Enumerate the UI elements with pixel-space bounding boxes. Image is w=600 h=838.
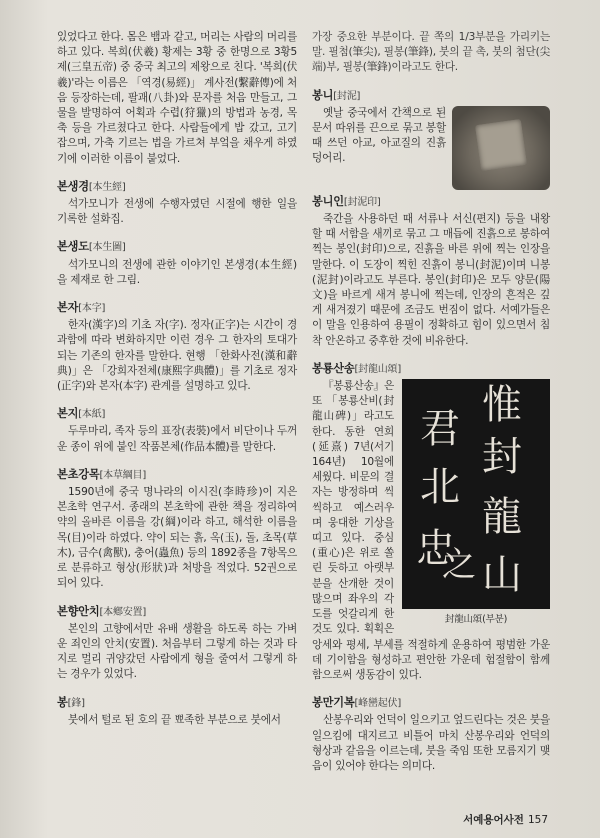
headword-hanja: [本生圖]: [88, 242, 126, 254]
headword: 봉니인: [312, 194, 344, 208]
entry-headword-line: [57, 179, 297, 195]
headword: 본자: [57, 301, 79, 315]
headword-hanja: [鋒]: [67, 697, 85, 709]
entry-definition: 한자(漢字)의 기초 자(字). 정자(正字)는 시간이 경과함에 따라 변화하지만 이런 경우 그 한자의 토대가 되는 기존의 한자를 말한다. 현행 「한화사전(漢和辭典)」은 「강희자전체(康熙字典體)」를 기초로 정자(正字)와 본자(本字) 관계를 설명하고 있다.: [57, 319, 297, 393]
headword: 봉만기복: [312, 696, 355, 710]
entry-headword-line: [312, 194, 550, 210]
image-caption: 封龍山頌(부분): [444, 614, 508, 626]
dictionary-entry: [57, 239, 297, 288]
headword: 본지: [57, 407, 79, 421]
rubbing-glyph: 北: [420, 464, 460, 511]
entry-headword-line: [57, 695, 297, 711]
entry-definition: 산봉우리와 언덕이 일으키고 엎드린다는 것은 붓을 일으킴에 대지르고 비틀어 마치 산봉우리와 언덕의 형상과 같음을 이르는데, 붓을 죽임 또한 모름지기 맺음이 있어야 한다는 의미다.: [312, 714, 550, 772]
dictionary-entry: [57, 467, 297, 592]
left-column: [57, 30, 297, 728]
entry-definition: 붓에서 털로 된 호의 끝 뾰족한 부분으로 붓에서: [68, 713, 281, 726]
page-number: 157: [527, 814, 548, 826]
rubbing-glyph: 忠: [416, 526, 456, 573]
entry-definition: 석가모니가 전생에 수행자였던 시절에 행한 일을 기록한 설화집.: [57, 198, 297, 226]
entry-headword-line: [312, 361, 550, 377]
rubbing-glyph: 惟: [482, 382, 522, 429]
rubbing-figure: [402, 379, 550, 627]
headword-hanja: [本鄕安置]: [99, 606, 147, 618]
headword: 본생도: [57, 240, 89, 254]
headword: 본향안치: [57, 604, 100, 618]
headword: 본초강목: [57, 467, 100, 481]
entry-headword-line: [57, 604, 297, 620]
seal-impression: [475, 119, 527, 171]
headword-hanja: [本草綱目]: [99, 469, 147, 481]
headword: 봉룡산송: [312, 361, 355, 375]
right-column: [312, 30, 550, 774]
headword-hanja: [本字]: [78, 303, 106, 315]
dictionary-entry: [57, 300, 297, 394]
entry-headword-line: [57, 300, 297, 316]
entry-headword-line: [312, 695, 550, 711]
dictionary-entry: [312, 88, 550, 167]
entry-headword-line: [57, 406, 297, 422]
dictionary-entry: [57, 604, 297, 683]
entry-definition: 두루마리, 족자 등의 표장(表裝)에서 비단이나 두꺼운 종이 위에 붙인 작품본체(作品本體)를 말한다.: [57, 425, 297, 453]
intro-continued-text: 있었다고 한다. 몸은 뱀과 같고, 머리는 사람의 머리를 하고 있다. 복희(伏羲) 황제는 3황 중 한명으로 3황5제(三皇五帝) 중 중국 최고의 제왕으로 친다. '복희(伏羲)'라는 이름은 「역경(易經)」 계사전(繫辭傳)에 처음 등장하는데, 팔괘(八卦)와 문자를 처음 만들고, 그물을 발명하여 어획과 수렵(狩獵)의 방법과 농경, 목축 등을 가르쳤다고 한다. 사람들에게 밥 갔고, 고기 잡으며, 가축 기르는 법을 가르쳐 부엌을 채우게 하였기에 이러한 이름이 붙었다.: [57, 31, 297, 165]
dictionary-entry: [312, 695, 550, 774]
rubbing-glyph: 山: [482, 552, 522, 599]
headword: 봉니: [312, 88, 334, 102]
headword-hanja: [封泥]: [333, 90, 361, 102]
headword-hanja: [本生經]: [88, 181, 126, 193]
entry-definition: 죽간을 사용하던 때 서류나 서신(편지) 등을 내왕할 때 서함을 새끼로 묶고 그 매듭에 진흙으로 봉하여 찍는 봉인(封印)으로, 진흙을 바른 위에 찍는 인장을 말한다. 이 도장이 찍힌 진흙이 봉니(封泥)이며 니봉(泥封)이라고도 부른다. 봉인(封印)은 모두 양문(陽文)을 바르게 새겨 봉니에 찍는데, 인장의 흔적은 깊게 새겨졌기 때문에 조금도 번짐이 없다. 서예가들은 이 말을 인용하여 용필이 정확하고 힘이 있으면서 침착 안온하고 중후한 것에 비유한다.: [312, 213, 550, 347]
rubbing-glyph: 封: [482, 434, 522, 481]
headword-hanja: [封龍山頌]: [354, 363, 402, 375]
stele-rubbing-image: [402, 379, 550, 609]
entry-definition: 1590년에 중국 명나라의 이시진(李時珍)이 지은 본초학 연구서. 종래의 본초학에 관한 책을 정리하여 약의 올바른 이름을 강(綱)이라 하고, 해석한 이름을 목(目)이라 하였다. 약이 되는 흙, 옥(玉), 돌, 초목(草木), 금수(禽獸), 충어(蟲魚) 등의 1892종을 7항목으로 분류하고 형상(形狀)과 처방을 적었다. 52권으로 되어 있다.: [57, 486, 297, 590]
page-footer: [463, 812, 548, 827]
entry-headword-line: [57, 239, 297, 255]
headword: 본생경: [57, 179, 89, 193]
dictionary-entry: [57, 406, 297, 455]
entry-definition: 『봉룡산송』은 또 「봉룡산비(封龍山碑)」라고도 한다. 동한 연희(延熹) 7년(서기 164년) 10월에 세웠다. 비문의 결자는 방정하며 씩씩하고 예스러우며 웅대한 기상을 띠고 있다. 중심(重心)은 위로 쏠린 듯하고 아랫부분을 산개한 것이 많으며 좌우의 각도를 엇갈리게 한 것도 있다. 획획은 앙세와 평세, 부세를 적절하게 운용하여 평범한 가운데 기이함을 형성하고 편안한 가운데 험절함이 함께 함으로써 생동감이 있다.: [312, 380, 550, 681]
rubbing-glyph: 之: [442, 545, 476, 586]
entry-definition: 석가모니의 전생에 관한 이야기인 본생경(本生經)을 제재로 한 그림.: [57, 258, 297, 286]
headword-hanja: [封泥印]: [343, 196, 381, 208]
headword: 봉: [57, 695, 68, 709]
clay-seal-photo: [452, 106, 550, 190]
rubbing-glyph: 龍: [482, 494, 522, 541]
dictionary-entry: [57, 695, 297, 728]
headword-hanja: [本紙]: [78, 409, 106, 421]
dictionary-entry: [312, 194, 550, 349]
dictionary-entry: [312, 361, 550, 683]
entry-definition: 본인의 고향에서만 유배 생활을 하도록 하는 가벼운 죄인의 안치(安置). 처음부터 그렇게 하는 것과 타지로 멀리 귀양갔던 사람에게 형을 줄여서 그렇게 하는 경우가 있었다.: [57, 622, 297, 681]
headword-hanja: [峰巒起伏]: [354, 698, 402, 710]
entry-definition: 옛날 중국에서 간책으로 된 문서 따위를 끈으로 묶고 봉할 때 쓰던 아교, 아교질의 진흙 덩어리.: [312, 106, 446, 165]
running-title: 서예용어사전: [463, 814, 524, 826]
dictionary-entry: [57, 179, 297, 228]
continued-text: 가장 중요한 부분이다. 끝 쪽의 1/3부분을 가리키는 말. 필첨(筆尖), 필봉(筆鋒), 붓의 끝 촉, 붓의 첨단(尖端)부, 필봉(筆鋒)이라고도 한다.: [312, 31, 550, 74]
entry-headword-line: [312, 88, 550, 104]
entry-headword-line: [57, 467, 297, 483]
rubbing-glyph: 君: [420, 406, 460, 453]
